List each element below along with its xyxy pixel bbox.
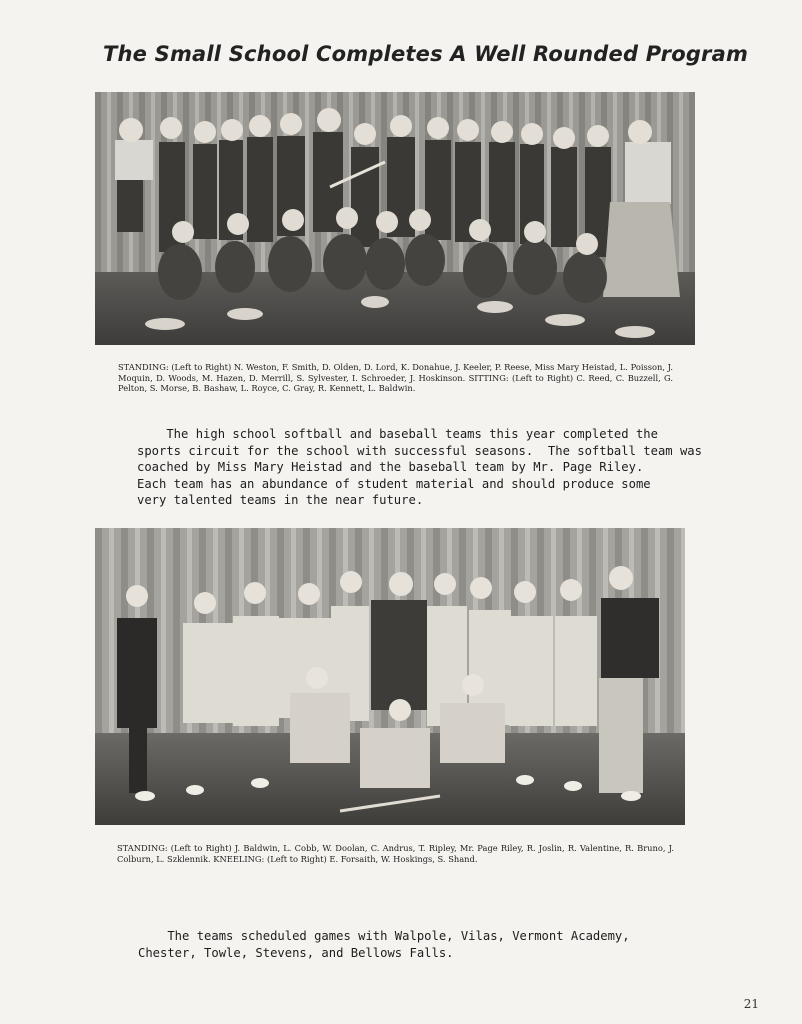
- paragraph-line: The high school softball and baseball teams this year completed the: [137, 427, 658, 441]
- baseball-team-photo: [95, 528, 685, 825]
- page-title: The Small School Completes A Well Rounded Program: [103, 42, 749, 66]
- schedule-paragraph: [138, 928, 678, 961]
- paragraph-line: Each team has an abundance of student material and should produce some: [137, 476, 651, 491]
- baseball-team-photo-image: [95, 528, 685, 825]
- paragraph-line: Chester, Towle, Stevens, and Bellows Falls.: [138, 945, 454, 960]
- page-number: 21: [743, 997, 759, 1011]
- softball-photo-caption: STANDING: (Left to Right) N. Weston, F. Smith, D. Olden, D. Lord, K. Donahue, J. Keeler, P. Reese, Miss Mary Heistad, L. Poisson, J. Moquin, D. Woods, M. Hazen, D. Merrill, S. Sylvester, I. Schroeder, J. Hoskinson. SITTING: (Left to Right) C. Reed, C. Buzzell, G. Pelton, S. Morse, B. Bashaw, L. Royce, C. Gray, R. Kennett, L. Baldwin.: [118, 362, 673, 394]
- paragraph-line: coached by Miss Mary Heistad and the baseball team by Mr. Page Riley.: [137, 460, 644, 474]
- softball-team-photo-image: [95, 92, 695, 345]
- paragraph-line: The teams scheduled games with Walpole, Vilas, Vermont Academy,: [138, 929, 630, 943]
- softball-team-photo: [95, 92, 695, 345]
- paragraph-line: very talented teams in the near future.: [137, 493, 424, 507]
- sports-summary-paragraph: [137, 426, 702, 509]
- paragraph-line: sports circuit for the school with successful seasons. The softball team was: [137, 443, 702, 458]
- baseball-photo-caption: STANDING: (Left to Right) J. Baldwin, L. Cobb, W. Doolan, C. Andrus, T. Ripley, Mr. Page Riley, R. Joslin, R. Valentine, R. Bruno, J. Colburn, L. Szklennik. KNEELING: (Left to Right) E. Forsaith, W. Hoskings, S. Shand.: [117, 843, 674, 864]
